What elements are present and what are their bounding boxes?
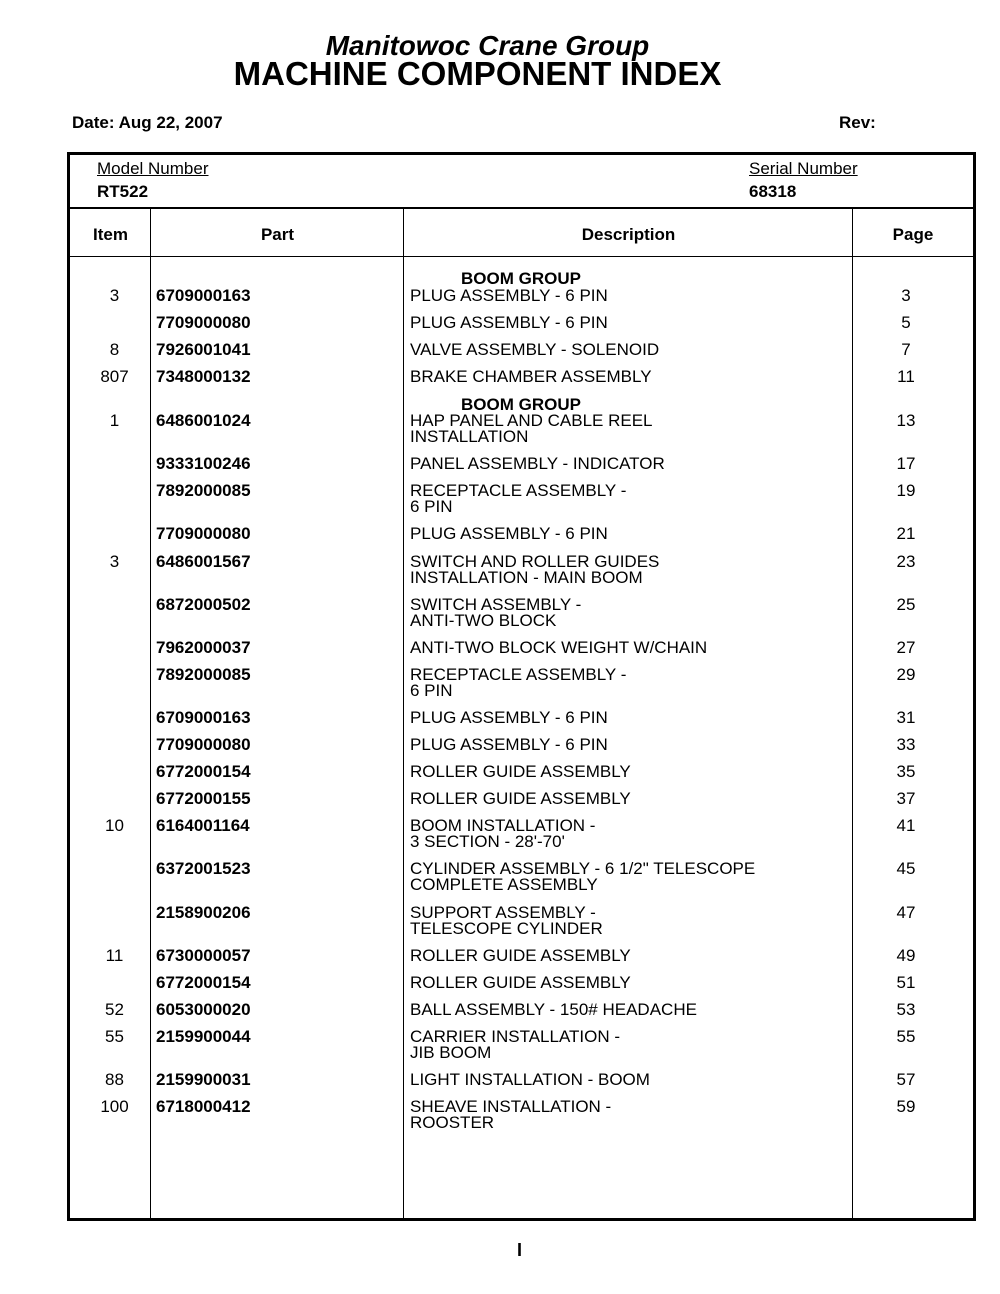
row-item-number: 52 — [105, 1000, 124, 1019]
row-part-number: 7892000085 — [156, 481, 251, 500]
row-part-number: 7962000037 — [156, 638, 251, 657]
row-item-number: 10 — [105, 816, 124, 835]
row-description-continued: 6 PIN — [410, 681, 453, 700]
row-page-number: 59 — [896, 1097, 916, 1116]
row-description-continued: INSTALLATION — [410, 427, 529, 446]
row-description: PANEL ASSEMBLY - INDICATOR — [410, 454, 665, 473]
row-part-number: 6486001024 — [156, 411, 251, 430]
row-page-number: 37 — [896, 789, 916, 808]
serial-number-label: Serial Number — [749, 159, 858, 178]
row-description-continued: ROOSTER — [410, 1113, 495, 1132]
column-header-page: Page — [892, 225, 934, 244]
column-divider-part — [403, 209, 404, 1218]
row-description: SWITCH ASSEMBLY - — [410, 595, 582, 614]
page-number: I — [517, 1240, 523, 1260]
column-header-item: Item — [93, 225, 128, 244]
column-header-part: Part — [260, 225, 295, 244]
row-page-number: 7 — [901, 340, 911, 359]
row-item-number: 3 — [109, 286, 120, 305]
row-page-number: 27 — [896, 638, 916, 657]
column-divider-description — [852, 209, 853, 1218]
row-description-continued: 6 PIN — [410, 497, 453, 516]
row-part-number: 6872000502 — [156, 595, 251, 614]
row-description: PLUG ASSEMBLY - 6 PIN — [410, 735, 608, 754]
row-description: LIGHT INSTALLATION - BOOM — [410, 1070, 650, 1089]
row-page-number: 13 — [896, 411, 916, 430]
row-description: CARRIER INSTALLATION - — [410, 1027, 621, 1046]
row-item-number: 100 — [100, 1097, 129, 1116]
row-description: BOOM INSTALLATION - — [410, 816, 596, 835]
row-page-number: 55 — [896, 1027, 916, 1046]
row-description: ROLLER GUIDE ASSEMBLY — [410, 762, 631, 781]
group-heading: BOOM GROUP — [461, 269, 581, 288]
column-divider-item — [150, 209, 151, 1218]
column-header-divider — [70, 256, 973, 257]
row-page-number: 11 — [897, 367, 915, 386]
model-number-value: RT522 — [97, 182, 149, 201]
row-part-number: 7709000080 — [156, 313, 251, 332]
row-description: PLUG ASSEMBLY - 6 PIN — [410, 286, 608, 305]
row-part-number: 2159900031 — [156, 1070, 251, 1089]
row-page-number: 57 — [896, 1070, 916, 1089]
row-description: SHEAVE INSTALLATION - — [410, 1097, 612, 1116]
row-page-number: 51 — [896, 973, 916, 992]
row-part-number: 7709000080 — [156, 524, 251, 543]
row-description-continued: JIB BOOM — [410, 1043, 492, 1062]
row-page-number: 53 — [896, 1000, 916, 1019]
company-name: Manitowoc Crane Group — [325, 30, 650, 61]
row-part-number: 6164001164 — [156, 816, 250, 835]
row-page-number: 31 — [896, 708, 916, 727]
row-part-number: 6772000154 — [156, 973, 251, 992]
page-title: MACHINE COMPONENT INDEX — [233, 55, 722, 92]
row-description: VALVE ASSEMBLY - SOLENOID — [410, 340, 660, 359]
row-part-number: 2159900044 — [156, 1027, 251, 1046]
group-heading: BOOM GROUP — [461, 395, 581, 414]
row-part-number: 7926001041 — [156, 340, 251, 359]
model-number-label: Model Number — [97, 159, 209, 178]
row-item-number: 8 — [109, 340, 120, 359]
row-description: HAP PANEL AND CABLE REEL — [410, 411, 653, 430]
row-description: SUPPORT ASSEMBLY - — [410, 903, 596, 922]
row-description-continued: TELESCOPE CYLINDER — [410, 919, 603, 938]
row-part-number: 7348000132 — [156, 367, 251, 386]
row-description: BRAKE CHAMBER ASSEMBLY — [410, 367, 652, 386]
row-item-number: 3 — [109, 552, 120, 571]
row-page-number: 47 — [896, 903, 916, 922]
row-part-number: 7892000085 — [156, 665, 251, 684]
row-description: PLUG ASSEMBLY - 6 PIN — [410, 313, 608, 332]
row-page-number: 41 — [896, 816, 916, 835]
column-header-description: Description — [581, 225, 676, 244]
row-description: BALL ASSEMBLY - 150# HEADACHE — [410, 1000, 697, 1019]
row-page-number: 29 — [896, 665, 916, 684]
row-page-number: 23 — [896, 552, 916, 571]
row-page-number: 17 — [896, 454, 916, 473]
row-part-number: 6730000057 — [156, 946, 251, 965]
row-page-number: 33 — [896, 735, 916, 754]
serial-number-value: 68318 — [749, 182, 797, 201]
row-description: PLUG ASSEMBLY - 6 PIN — [410, 708, 608, 727]
row-description-continued: COMPLETE ASSEMBLY — [410, 875, 598, 894]
revision-label: Rev: — [839, 113, 876, 132]
row-item-number: 807 — [100, 367, 129, 386]
row-part-number: 6372001523 — [156, 859, 251, 878]
row-part-number: 6486001567 — [156, 552, 251, 571]
row-description-continued: INSTALLATION - MAIN BOOM — [410, 568, 643, 587]
row-description: CYLINDER ASSEMBLY - 6 1/2" TELESCOPE — [410, 859, 756, 878]
row-part-number: 7709000080 — [156, 735, 251, 754]
row-description-continued: ANTI-TWO BLOCK — [410, 611, 557, 630]
row-item-number: 1 — [109, 411, 120, 430]
row-item-number: 11 — [105, 946, 124, 965]
row-part-number: 9333100246 — [156, 454, 251, 473]
row-part-number: 6718000412 — [156, 1097, 251, 1116]
row-part-number: 6772000154 — [156, 762, 251, 781]
row-description: ROLLER GUIDE ASSEMBLY — [410, 973, 631, 992]
row-description: PLUG ASSEMBLY - 6 PIN — [410, 524, 608, 543]
row-page-number: 25 — [896, 595, 916, 614]
row-part-number: 2158900206 — [156, 903, 251, 922]
row-page-number: 45 — [896, 859, 916, 878]
row-part-number: 6709000163 — [156, 708, 251, 727]
row-page-number: 5 — [901, 313, 911, 332]
row-item-number: 55 — [105, 1027, 124, 1046]
row-description: ANTI-TWO BLOCK WEIGHT W/CHAIN — [410, 638, 708, 657]
row-page-number: 21 — [896, 524, 916, 543]
row-description: RECEPTACLE ASSEMBLY - — [410, 665, 627, 684]
row-description: ROLLER GUIDE ASSEMBLY — [410, 946, 631, 965]
row-item-number: 88 — [105, 1070, 124, 1089]
component-index-table — [67, 152, 976, 1221]
row-part-number: 6709000163 — [156, 286, 251, 305]
row-part-number: 6772000155 — [156, 789, 251, 808]
row-page-number: 19 — [896, 481, 916, 500]
header-divider — [70, 207, 973, 209]
date-label: Date: Aug 22, 2007 — [72, 113, 223, 132]
row-page-number: 49 — [896, 946, 916, 965]
row-description: RECEPTACLE ASSEMBLY - — [410, 481, 627, 500]
row-description: ROLLER GUIDE ASSEMBLY — [410, 789, 631, 808]
row-description: SWITCH AND ROLLER GUIDES — [410, 552, 660, 571]
row-description-continued: 3 SECTION - 28'-70' — [410, 832, 565, 851]
row-page-number: 3 — [901, 286, 911, 305]
row-page-number: 35 — [896, 762, 916, 781]
row-part-number: 6053000020 — [156, 1000, 251, 1019]
